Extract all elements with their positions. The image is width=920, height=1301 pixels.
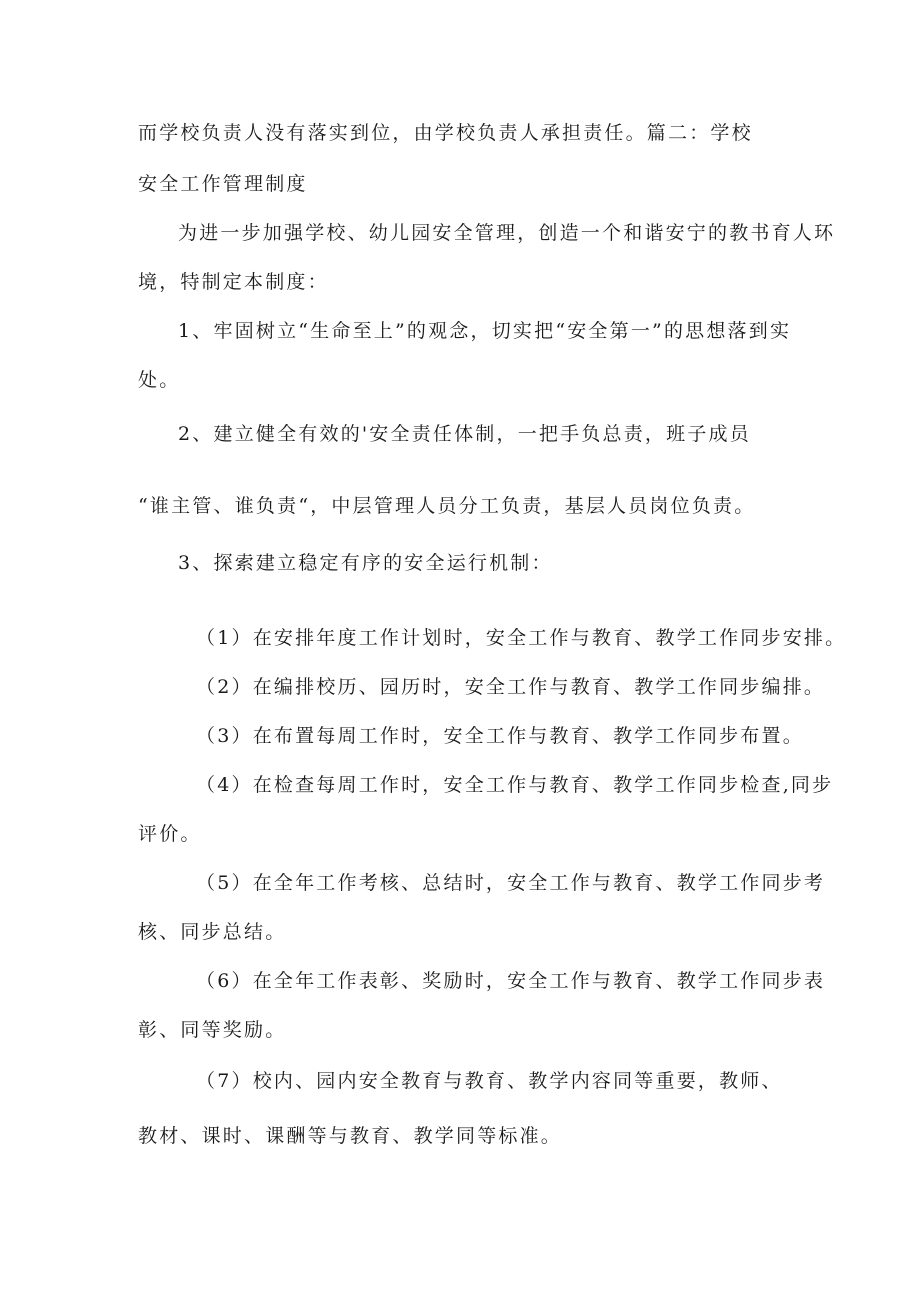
text-line: 评价。 [138, 823, 202, 845]
text-line: （6）在全年工作表彰、奖励时，安全工作与教育、教学工作同步表 [196, 970, 826, 992]
text-line: （3）在布置每周工作时，安全工作与教育、教学工作同步布置。 [196, 725, 804, 747]
text-line: 1、牢固树立“生命至上”的观念，切实把“安全第一”的思想落到实 [178, 320, 792, 342]
text-line: （4）在检查每周工作时，安全工作与教育、教学工作同步检查,同步 [196, 774, 834, 796]
text-line: 安全工作管理制度 [138, 173, 308, 195]
text-line: （5）在全年工作考核、总结时，安全工作与教育、教学工作同步考 [196, 872, 826, 894]
text-line: 处。 [138, 369, 181, 391]
text-line: （1）在安排年度工作计划时，安全工作与教育、教学工作同步安排。 [196, 627, 847, 649]
text-line: 境，特制定本制度： [138, 271, 329, 293]
text-line: 教材、课时、课酬等与教育、教学同等标准。 [138, 1125, 563, 1147]
text-line: 2、建立健全有效的'安全责任体制，一把手负总责，班子成员 [178, 423, 751, 445]
text-line: “谁主管、谁负责“，中层管理人员分工负责，基层人员岗位负责。 [138, 495, 756, 517]
text-line: （7）校内、园内安全教育与教育、教学内容同等重要，教师、 [196, 1070, 783, 1092]
text-line: 为进一步加强学校、幼儿园安全管理，创造一个和谐安宁的教书育人环 [178, 222, 836, 244]
text-line: 3、探索建立稳定有序的安全运行机制： [178, 552, 553, 574]
text-line: （2）在编排校历、园历时，安全工作与教育、教学工作同步编排。 [196, 676, 826, 698]
text-line: 核、同步总结。 [138, 921, 287, 943]
text-line: 彰、同等奖励。 [138, 1019, 287, 1041]
text-line: 而学校负责人没有落实到位，由学校负责人承担责任。篇二：学校 [138, 122, 753, 144]
